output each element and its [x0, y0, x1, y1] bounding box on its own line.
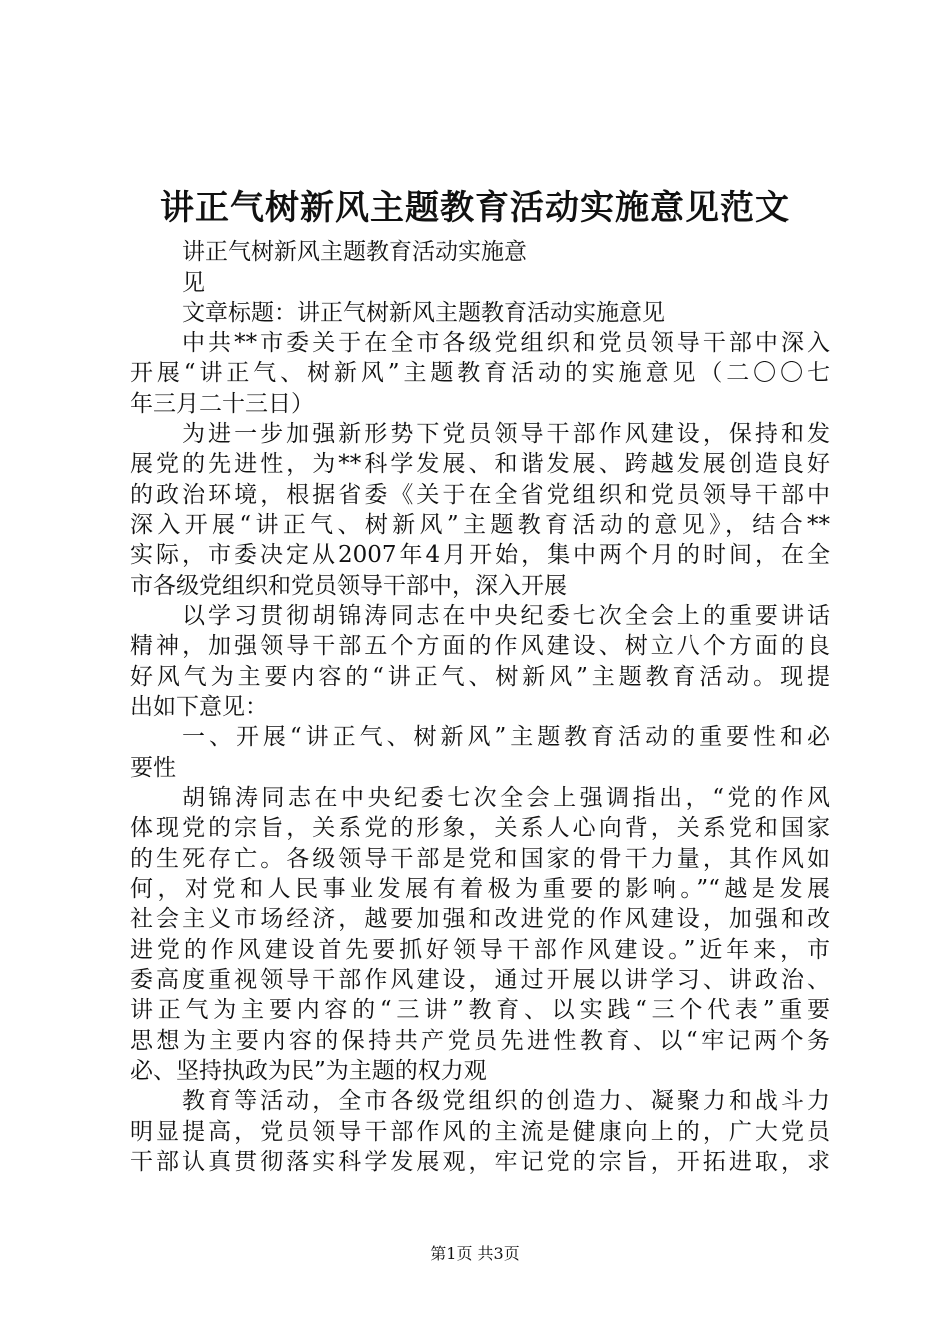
- page-number-footer: 第1页 共3页: [430, 1244, 520, 1263]
- body-line: 展党的先进性，为**科学发展、和谐发展、跨越发展创造良好: [130, 451, 830, 477]
- body-line: 何，对党和人民事业发展有着极为重要的影响。”“越是发展: [130, 876, 830, 902]
- body-line: 出如下意见：: [130, 694, 268, 720]
- body-line: 好风气为主要内容的“讲正气、树新风”主题教育活动。现提: [130, 664, 830, 690]
- subtitle-line: 见: [182, 270, 205, 296]
- subtitle-line: 讲正气树新风主题教育活动实施意: [182, 239, 527, 265]
- body-line: 必、坚持执政为民”为主题的权力观: [130, 1058, 487, 1084]
- body-line: 胡锦涛同志在中央纪委七次全会上强调指出，“党的作风: [182, 785, 830, 811]
- section-heading-line: 一、开展“讲正气、树新风”主题教育活动的重要性和必: [182, 724, 830, 750]
- body-line: 社会主义市场经济，越要加强和改进党的作风建设，加强和改: [130, 906, 830, 932]
- body-line: 的政治环境，根据省委《关于在全省党组织和党员领导干部中: [130, 482, 830, 508]
- body-line: 精神，加强领导干部五个方面的作风建设、树立八个方面的良: [130, 633, 830, 659]
- body-line: 体现党的宗旨，关系党的形象，关系人心向背，关系党和国家: [130, 815, 830, 841]
- body-line: 深入开展“讲正气、树新风”主题教育活动的意见》，结合**: [130, 512, 830, 538]
- body-line: 中共**市委关于在全市各级党组织和党员领导干部中深入: [182, 330, 830, 356]
- body-line: 实际，市委决定从2007年4月开始，集中两个月的时间，在全: [130, 542, 830, 568]
- body-line: 以学习贯彻胡锦涛同志在中央纪委七次全会上的重要讲话: [182, 603, 830, 629]
- section-heading-line: 要性: [130, 755, 176, 781]
- body-line: 年三月二十三日）: [130, 391, 314, 417]
- document-title: 讲正气树新风主题教育活动实施意见范文: [160, 188, 790, 228]
- body-line: 的生死存亡。各级领导干部是党和国家的骨干力量，其作风如: [130, 846, 830, 872]
- body-line: 教育等活动，全市各级党组织的创造力、凝聚力和战斗力: [182, 1088, 830, 1114]
- body-line: 进党的作风建设首先要抓好领导干部作风建设。”近年来，市: [130, 937, 830, 963]
- body-line: 市各级党组织和党员领导干部中，深入开展: [130, 573, 567, 599]
- body-line: 为进一步加强新形势下党员领导干部作风建设，保持和发: [182, 421, 830, 447]
- body-line: 开展“讲正气、树新风”主题教育活动的实施意见（二〇〇七: [130, 360, 830, 386]
- body-line: 讲正气为主要内容的“三讲”教育、以实践“三个代表”重要: [130, 997, 830, 1023]
- article-title-line: 文章标题：讲正气树新风主题教育活动实施意见: [182, 300, 665, 326]
- body-line: 委高度重视领导干部作风建设，通过开展以讲学习、讲政治、: [130, 967, 830, 993]
- body-line: 思想为主要内容的保持共产党员先进性教育、以“牢记两个务: [130, 1028, 830, 1054]
- body-line: 明显提高，党员领导干部作风的主流是健康向上的，广大党员: [130, 1119, 830, 1145]
- body-line: 干部认真贯彻落实科学发展观，牢记党的宗旨，开拓进取，求: [130, 1149, 830, 1175]
